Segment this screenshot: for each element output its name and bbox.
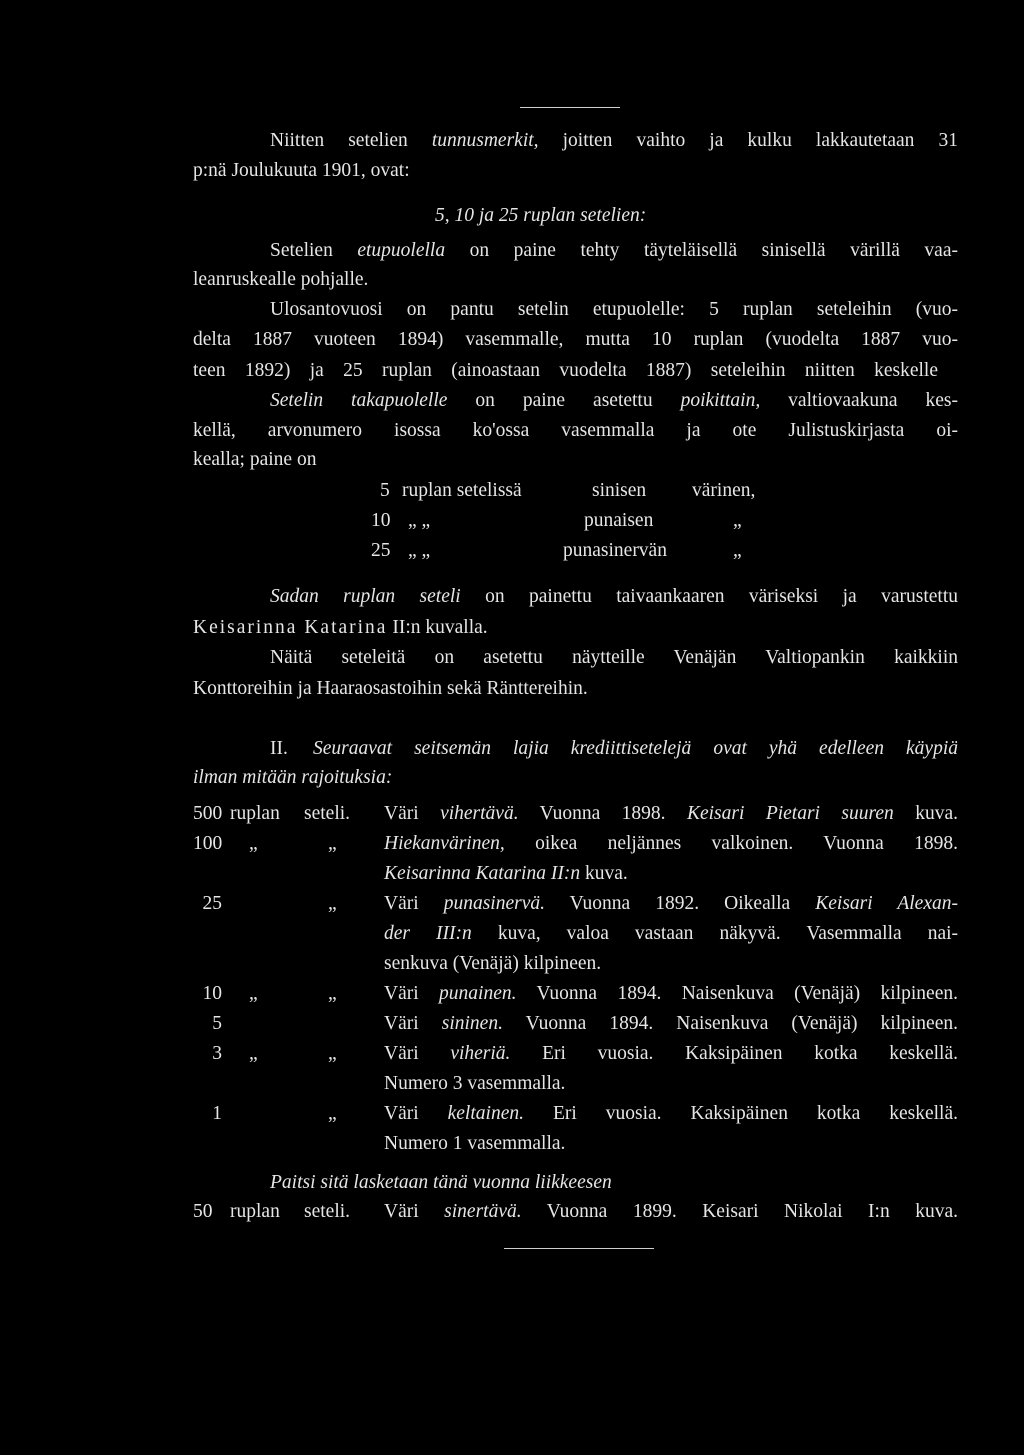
note-word: „ <box>328 983 337 1004</box>
color-row-mid: ruplan setelissä <box>402 480 522 501</box>
note-description-line <box>384 894 958 914</box>
samples-line-1: Näitä seteleitä on asetettu näytteille Venäjän Valtiopankin kaikkiin <box>270 647 958 668</box>
color-row-mid: „ „ <box>408 540 431 561</box>
front-line-2: leanruskealle pohjalle. <box>193 269 369 290</box>
bottom-rule <box>504 1248 654 1249</box>
intro-line-1 <box>270 131 958 151</box>
color-row-color: punasinervän <box>563 540 667 561</box>
subheading: 5, 10 ja 25 ruplan setelien: <box>435 205 647 226</box>
back-emphasis-2: poikittain, <box>680 390 761 411</box>
section2-line-1: Seuraavat seitsemän lajia krediittisetelejä ovat yhä edelleen käypiä <box>313 738 958 759</box>
note-text: Vuonna 1894. Naisenkuva (Venäjä) kilpineen. <box>502 1013 958 1034</box>
front-text: Setelien <box>270 240 358 261</box>
year-line-2: delta 1887 vuoteen 1894) vasemmalle, mutta 10 ruplan (vuodelta 1887 vuo- <box>193 329 958 350</box>
besides-word: seteli. <box>304 1201 351 1222</box>
hundred-line-1 <box>270 587 958 607</box>
intro-line-2: p:nä Joulukuuta 1901, ovat: <box>193 160 410 181</box>
note-text: senkuva (Venäjä) kilpineen. <box>384 953 602 974</box>
back-line-2: kellä, arvonumero isossa ko'ossa vasemmalla ja ote Julistuskirjasta oi- <box>193 420 958 441</box>
color-row-mid: „ „ <box>408 510 431 531</box>
note-denomination: 25 <box>202 893 222 914</box>
intro-emphasis: tunnusmerkit, <box>431 130 539 151</box>
note-emphasis: keltainen. <box>447 1103 524 1124</box>
color-row-end: „ <box>733 540 742 561</box>
note-text: Eri vuosia. Kaksipäinen kotka keskellä. <box>510 1043 958 1064</box>
note-text: Numero 1 vasemmalla. <box>384 1133 566 1154</box>
note-emphasis: vihertävä. <box>440 803 519 824</box>
back-text-2: valtiovaakuna kes- <box>760 390 958 411</box>
note-text: Väri <box>384 983 440 1004</box>
besides-emphasis: sinertävä. <box>444 1201 522 1222</box>
note-emphasis: Keisari Pietari suuren <box>686 803 894 824</box>
note-description-line <box>384 1134 565 1154</box>
note-emphasis: der III:n <box>384 923 472 944</box>
note-denomination: 3 <box>212 1043 222 1064</box>
note-emphasis: Hiekanvärinen, <box>384 833 505 854</box>
front-emphasis: etupuolella <box>357 240 446 261</box>
front-text-2: on paine tehty täyteläisellä sinisellä värillä vaa- <box>445 240 958 261</box>
hundred-line-2 <box>193 618 488 638</box>
intro-text: Niitten setelien <box>270 130 432 151</box>
note-description-line <box>384 1014 958 1034</box>
note-text: Väri <box>384 1013 442 1034</box>
note-text: Eri vuosia. Kaksipäinen kotka keskellä. <box>523 1103 958 1124</box>
note-emphasis: punainen. <box>439 983 517 1004</box>
hundred-spaced-name: Keisarinna Katarina <box>193 617 388 638</box>
besides-text: Väri <box>384 1201 445 1222</box>
note-word: „ <box>328 1103 337 1124</box>
note-description-line <box>384 804 958 824</box>
section2-line-2: ilman mitään rajoituksia: <box>193 767 393 788</box>
hundred-text: on painettu taivaankaaren väriseksi ja varustettu <box>460 586 958 607</box>
note-unit: „ <box>249 983 258 1004</box>
note-text: kuva. <box>893 803 958 824</box>
note-description-line <box>384 864 628 884</box>
year-line-1: Ulosantovuosi on pantu setelin etupuolelle: 5 ruplan seteleihin (vuo- <box>270 299 958 320</box>
front-line-1 <box>270 241 958 261</box>
note-text: Numero 3 vasemmalla. <box>384 1073 566 1094</box>
note-emphasis: viheriä. <box>450 1043 511 1064</box>
note-word: „ <box>328 893 337 914</box>
note-denomination: 500 <box>193 803 223 824</box>
note-unit: „ <box>249 1043 258 1064</box>
note-text: Vuonna 1898. <box>518 803 687 824</box>
note-emphasis: sininen. <box>441 1013 503 1034</box>
note-description-line <box>384 924 958 944</box>
color-row-end: värinen, <box>692 480 756 501</box>
besides-description <box>384 1202 958 1222</box>
note-description-line <box>384 1104 958 1124</box>
back-emphasis: Setelin takapuolelle <box>270 390 448 411</box>
note-text: Väri <box>384 1043 451 1064</box>
note-description-line <box>384 984 958 1004</box>
top-rule <box>520 107 620 108</box>
note-text: oikea neljännes valkoinen. Vuonna 1898. <box>504 833 958 854</box>
color-row-color: sinisen <box>592 480 647 501</box>
samples-line-2: Konttoreihin ja Haaraosastoihin sekä Ränttereihin. <box>193 678 588 699</box>
section2-number: II. <box>270 738 288 759</box>
note-text: Vuonna 1892. Oikealla <box>544 893 816 914</box>
besides-unit: ruplan <box>230 1201 280 1222</box>
note-text: kuva, valoa vastaan näkyvä. Vasemmalla nai- <box>471 923 959 944</box>
note-word: „ <box>328 833 337 854</box>
color-row-color: punaisen <box>584 510 654 531</box>
hundred-emphasis: Sadan ruplan seteli <box>270 586 461 607</box>
note-text: kuva. <box>580 863 628 884</box>
note-unit: ruplan <box>230 803 280 824</box>
color-row-num: 10 <box>371 510 391 531</box>
year-line-3: teen 1892) ja 25 ruplan (ainoastaan vuodelta 1887) seteleihin niitten keskelle <box>193 360 938 381</box>
note-text: Väri <box>384 1103 448 1124</box>
note-text: Vuonna 1894. Naisenkuva (Venäjä) kilpineen. <box>516 983 958 1004</box>
color-row-end: „ <box>733 510 742 531</box>
besides-number: 50 <box>193 1201 213 1222</box>
note-text: Väri <box>384 893 444 914</box>
note-description-line <box>384 1044 958 1064</box>
back-line-1 <box>270 391 958 411</box>
back-text: on paine asetettu <box>447 390 681 411</box>
note-denomination: 100 <box>193 833 223 854</box>
note-emphasis: Keisari Alexan- <box>815 893 958 914</box>
note-description-line <box>384 834 958 854</box>
intro-text-2: joitten vaihto ja kulku lakkautetaan 31 <box>538 130 958 151</box>
note-word: „ <box>328 1043 337 1064</box>
note-emphasis: Keisarinna Katarina II:n <box>384 863 581 884</box>
color-row-num: 5 <box>380 480 390 501</box>
note-unit: „ <box>249 833 258 854</box>
note-text: Väri <box>384 803 441 824</box>
color-row-num: 25 <box>371 540 391 561</box>
besides-text-2: Vuonna 1899. Keisari Nikolai I:n kuva. <box>521 1201 958 1222</box>
note-denomination: 1 <box>212 1103 222 1124</box>
note-description-line <box>384 1074 565 1094</box>
note-word: seteli. <box>304 803 351 824</box>
hundred-text-2: II:n kuvalla. <box>387 617 488 638</box>
note-denomination: 5 <box>212 1013 222 1034</box>
note-emphasis: punasinervä. <box>443 893 545 914</box>
besides-line: Paitsi sitä lasketaan tänä vuonna liikkeesen <box>270 1172 612 1193</box>
note-description-line <box>384 954 601 974</box>
back-line-3: kealla; paine on <box>193 449 317 470</box>
note-denomination: 10 <box>202 983 222 1004</box>
